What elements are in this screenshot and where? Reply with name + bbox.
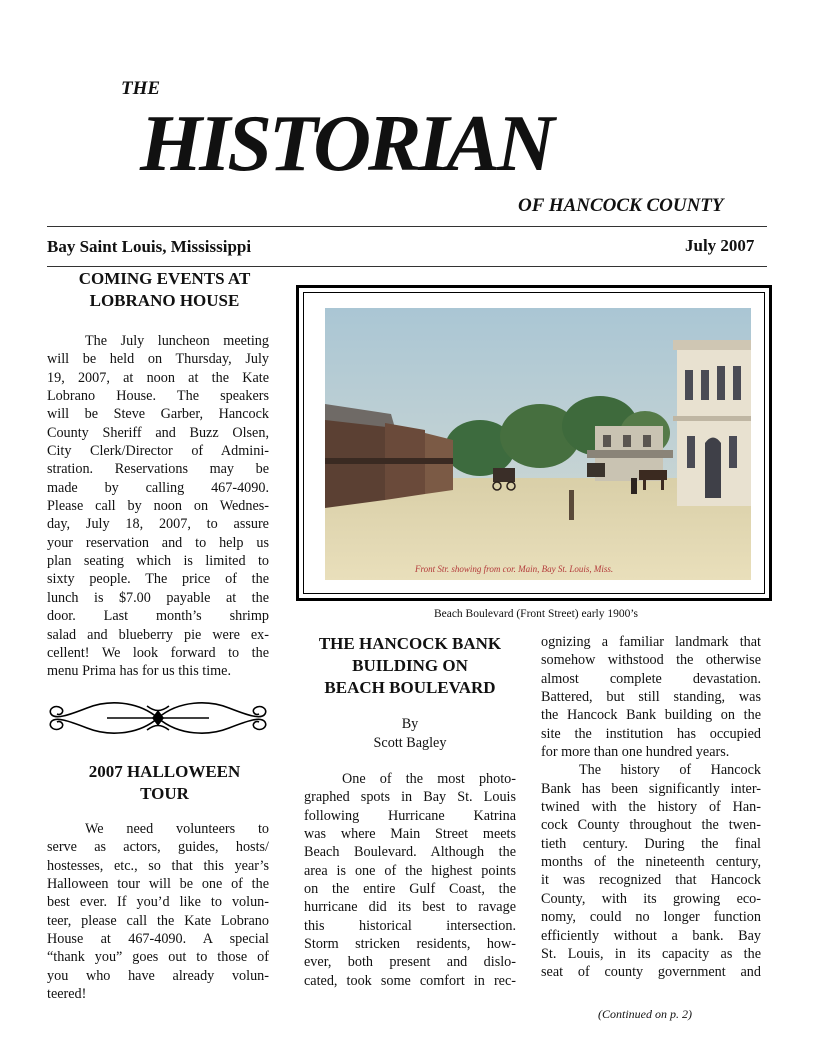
halloween-heading: [47, 761, 282, 805]
text-line: We need volunteers to: [85, 821, 269, 837]
text-line: tieth century. During the final: [541, 835, 761, 852]
masthead-issue-date: July 2007: [685, 236, 755, 255]
events-heading-line: LOBRANO HOUSE: [89, 291, 240, 310]
text-line: this historical intersection.: [304, 917, 516, 934]
text-line: County Sheriff and Buzz Olsen,: [47, 424, 269, 441]
text-line: made by calling 467-4090.: [47, 479, 269, 496]
article-body-col2: [541, 633, 761, 982]
scroll-ornament-icon: [47, 696, 269, 740]
article-heading-line: BEACH BOULEVARD: [324, 678, 496, 697]
text-line: door. Last month’s shrimp: [47, 608, 269, 625]
masthead-rule-bottom: [47, 266, 767, 267]
byline-by: By: [401, 716, 419, 732]
events-body: [47, 332, 269, 681]
masthead-rule-top: [47, 226, 767, 227]
text-line: will be held on Thursday, July: [47, 351, 269, 368]
text-line: area is one of the highest points: [304, 862, 516, 879]
text-line: House at 467-4090. A special: [47, 931, 269, 948]
text-line: on the entire Gulf Coast, the: [304, 881, 516, 898]
article-heading: [304, 633, 516, 699]
text-line: ever, both present and dislo-: [304, 954, 516, 971]
masthead-location: Bay Saint Louis, Mississippi: [47, 237, 252, 256]
photo-frame: [296, 285, 772, 601]
article-heading-line: THE HANCOCK BANK: [318, 634, 502, 653]
article-heading-line: BUILDING ON: [352, 656, 468, 675]
text-line: teered!: [47, 986, 87, 1003]
text-line: Please call by noon on Wednes-: [47, 498, 269, 515]
postcard-caption-text: Front Str. showing from cor. Main, Bay St. Louis, Miss.: [415, 564, 614, 574]
halloween-heading-line: 2007 HALLOWEEN: [88, 762, 241, 781]
text-line: serve as actors, guides, hosts/: [47, 839, 269, 856]
text-line: nomy, could no longer function: [541, 909, 761, 926]
text-line: day, July 18, 2007, to assure: [47, 516, 269, 533]
text-line: efficiently without a bank. Bay: [541, 927, 761, 944]
text-line: One of the most photo-: [342, 771, 516, 787]
text-line: The history of Hancock: [579, 762, 761, 779]
text-line: cellent! We look forward to the: [47, 644, 269, 661]
text-line: sixty people. The price of the: [47, 571, 269, 588]
text-line: twined with the history of Han-: [541, 799, 761, 816]
text-line: following Hurricane Katrina: [304, 807, 516, 824]
text-line: teer, please call the Kate Lobrano: [47, 912, 269, 929]
text-line: The July luncheon meeting: [85, 333, 269, 349]
text-line: “thank you” goes out to those of: [47, 949, 269, 966]
text-line: will be Steve Garber, Hancock: [47, 406, 269, 423]
text-line: Halloween tour will be one of the: [47, 876, 269, 893]
masthead-subtitle: OF HANCOCK COUNTY: [518, 195, 724, 216]
masthead-title: HISTORIAN: [140, 100, 552, 188]
street-scene-image: [325, 308, 751, 580]
text-line: for more than one hundred years.: [541, 744, 730, 761]
halloween-body: [47, 820, 269, 1003]
text-line: was where Main Street meets: [304, 826, 516, 843]
text-line: hurricane did its best to ravage: [304, 899, 516, 916]
article-byline: [304, 715, 516, 753]
text-line: it was recognized that Hancock: [541, 872, 761, 889]
text-line: salad and blueberry pie were ex-: [47, 626, 269, 643]
text-line: Storm stricken residents, how-: [304, 936, 516, 953]
text-line: 19, 2007, at noon at the Kate: [47, 369, 269, 386]
masthead-the: THE: [121, 78, 161, 99]
text-line: County, with its growing eco-: [541, 890, 761, 907]
text-line: ognizing a familiar landmark that: [541, 634, 761, 650]
text-line: best ever. If you’d like to volun-: [47, 894, 269, 911]
article-body-col1: [304, 770, 516, 990]
events-heading: [47, 268, 282, 312]
text-line: the Hancock Bank building on the: [541, 707, 761, 724]
text-line: you who have already volun-: [47, 967, 269, 984]
text-line: stration. Reservations may be: [47, 461, 269, 478]
text-line: cated, took some comfort in rec-: [304, 972, 516, 989]
text-line: City Clerk/Director of Admini-: [47, 443, 269, 460]
halloween-heading-line: TOUR: [140, 784, 189, 803]
photo-caption: Beach Boulevard (Front Street) early 1900’s: [433, 608, 639, 620]
events-heading-line: COMING EVENTS AT: [78, 269, 251, 288]
text-line: cock County throughout the twen-: [541, 817, 761, 834]
text-line: almost complete devastation.: [541, 670, 761, 687]
text-line: site the institution has occupied: [541, 725, 761, 742]
continued-note: (Continued on p. 2): [598, 1007, 692, 1021]
text-line: somehow withstood the otherwise: [541, 652, 761, 669]
text-line: seat of county government and: [541, 964, 761, 981]
text-line: graphed spots in Bay St. Louis: [304, 789, 516, 806]
text-line: months of the nineteenth century,: [541, 854, 761, 871]
byline-author: Scott Bagley: [373, 735, 447, 751]
text-line: Lobrano House. The speakers: [47, 388, 269, 405]
text-line: Bank has been significantly inter-: [541, 780, 761, 797]
text-line: Battered, but still standing, was: [541, 689, 761, 706]
text-line: lunch is $7.00 payable at the: [47, 589, 269, 606]
text-line: menu Prima has for us this time.: [47, 663, 232, 680]
text-line: Beach Boulevard. Although the: [304, 844, 516, 861]
postcard-photo: [325, 308, 751, 580]
text-line: your reservation and to help us: [47, 534, 269, 551]
text-line: St. Louis, in its capacity as the: [541, 945, 761, 962]
text-line: hostesses, etc., so that this year’s: [47, 857, 269, 874]
text-line: plan seating which is limited to: [47, 553, 269, 570]
